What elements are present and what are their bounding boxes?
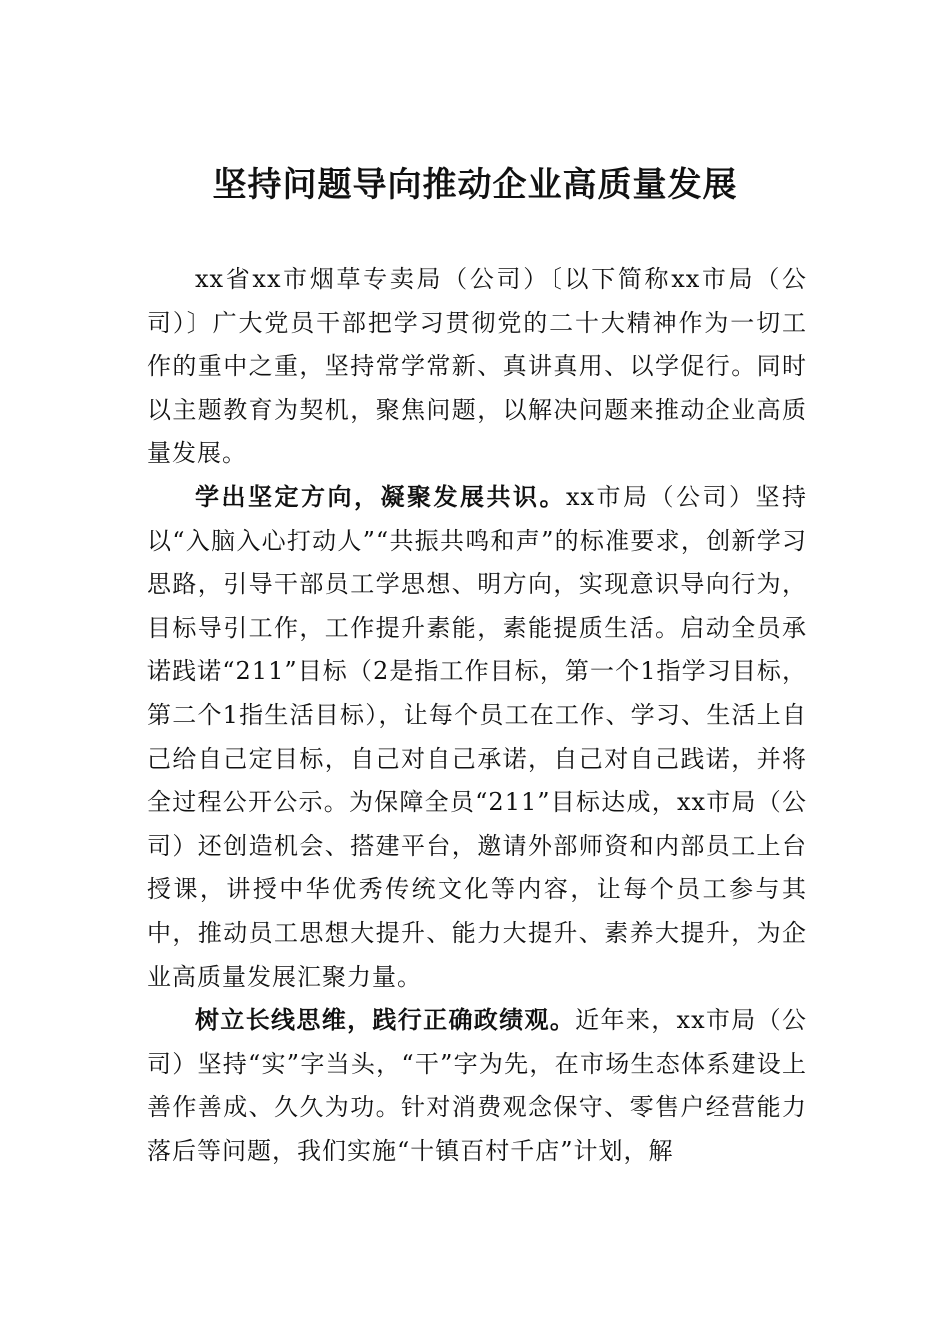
document-body [147,258,807,1173]
paragraph-text: 近年来，xx市局（公司）坚持“实”字当头，“干”字为先，在市场生态体系建设上善作善成、久久为功。针对消费观念保守、零售户经营能力落后等问题，我们实施“十镇百村千店”计划，解 [147,1006,807,1165]
paragraph-intro [147,258,807,476]
paragraph-study [147,476,807,999]
paragraph-long-term [147,999,807,1173]
paragraph-text: xx市局（公司）坚持以“入脑入心打动人”“共振共鸣和声”的标准要求，创新学习思路，引导干部员工学思想、明方向，实现意识导向行为，目标导引工作，工作提升素能，素能提质生活。启动全员承诺践诺“211”目标（2是指工作目标，第一个1指学习目标，第二个1指生活目标），让每个员工在工作、学习、生活上自己给自己定目标，自己对自己承诺，自己对自己践诺，并将全过程公开公示。为保障全员“211”目标达成，xx市局（公司）还创造机会、搭建平台，邀请外部师资和内部员工上台授课，讲授中华优秀传统文化等内容，让每个员工参与其中，推动员工思想大提升、能力大提升、素养大提升，为企业高质量发展汇聚力量。 [147,482,807,991]
paragraph-lead: 学出坚定方向，凝聚发展共识。 [195,482,566,511]
paragraph-text: xx省xx市烟草专卖局（公司）〔以下简称xx市局（公司）〕广大党员干部把学习贯彻党的二十大精神作为一切工作的重中之重，坚持常学常新、真讲真用、以学促行。同时以主题教育为契机，聚焦问题，以解决问题来推动企业高质量发展。 [147,265,807,468]
paragraph-lead: 树立长线思维，践行正确政绩观。 [195,1006,576,1035]
document-title: 坚持问题导向推动企业高质量发展 [212,165,738,205]
